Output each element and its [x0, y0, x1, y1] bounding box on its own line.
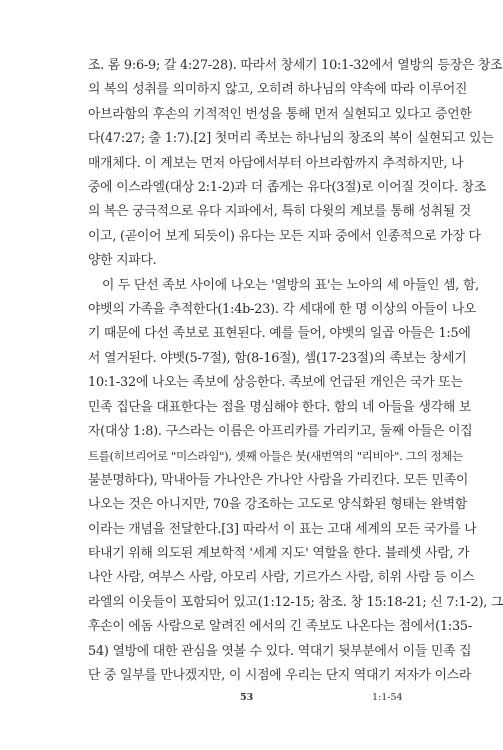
- text-line: 불분명하다), 막내아들 가나안은 가나안 사람을 가리킨다. 모든 민족이: [88, 472, 469, 488]
- text-line: 의 복은 궁극적으로 유다 지파에서, 특히 다윗의 계보를 통해 성취될 것: [88, 204, 472, 220]
- chapter-reference: 1:1-54: [372, 692, 403, 704]
- text-line: 민족 집단을 대표한다는 점을 명심해야 한다. 함의 네 아들을 생각해 보: [88, 399, 472, 415]
- text-line: 이고, (곧이어 보게 되듯이) 유다는 모든 지파 중에서 인종적으로 가장 다: [88, 228, 481, 244]
- text-line: 중에 이스라엘(대상 2:1-2)과 더 좁게는 유다(3절)로 이어질 것이다. 창조: [88, 180, 487, 195]
- text-line: 자(대상 1:8). 구스라는 이름은 아프리카를 가리키고, 둘째 아들은 이집: [88, 424, 473, 439]
- text-line: 아브라함의 후손의 기적적인 번성을 통해 먼저 실현되고 있다고 증언한: [88, 106, 472, 122]
- text-line: 나안 사람, 여부스 사람, 아모리 사람, 기르가스 사람, 히위 사람 등 이스: [88, 570, 475, 586]
- text-line: 이라는 개념을 전달한다.[3] 따라서 이 표는 고대 세계의 모든 국가를 나: [88, 521, 477, 537]
- text-line: 라엘의 이웃들이 포함되어 있고(1:12-15; 참조. 창 15:18-21; 신 7:1-2), 그: [88, 594, 503, 610]
- text-line: 기 때문에 다선 족보로 표현된다. 예를 들어, 야벳의 일곱 아들은 1:5에: [88, 326, 471, 342]
- page-number: 53: [240, 692, 254, 704]
- text-line: 의 복의 성취를 의미하지 않고, 오히려 하나님의 약속에 따라 이루어진: [88, 82, 468, 98]
- paragraph-first-line: 이 두 단선 족보 사이에 나오는 '열방의 표'는 노아의 세 아들인 셈, 함,: [102, 277, 479, 293]
- text-line: 야벳의 가족을 추적한다(1:4b-23). 각 세대에 한 명 이상의 아들이 나오: [88, 302, 477, 317]
- text-line: 나오는 것은 아니지만, 70을 강조하는 고도로 양식화된 형태는 완벽함: [88, 497, 468, 513]
- text-line: 후손이 에돔 사람으로 알려진 에서의 긴 족보도 나온다는 점에서(1:35-: [88, 619, 473, 635]
- text-line: 54) 열방에 대한 관심을 엿볼 수 있다. 역대기 뒷부분에서 이들 민족 집: [88, 643, 472, 659]
- text-line: 양한 지파다.: [88, 253, 157, 269]
- text-line: 트를(히브리어로 "미스라임"), 셋째 아들은 붓(새번역의 "리비아". 그의 정체는: [88, 449, 463, 464]
- text-line: 다(47:27; 출 1:7).[2] 첫머리 족보는 하나님의 창조의 복이 실현되고 있는: [88, 131, 494, 147]
- text-line: 매개체다. 이 계보는 먼저 아담에서부터 아브라함까지 추적하지만, 나: [88, 155, 464, 171]
- text-line: 서 열거된다. 야벳(5-7절), 함(8-16절), 셈(17-23절)의 족보는 창세기: [88, 350, 467, 366]
- text-line: 조. 롬 9:6-9; 갈 4:27-28). 따라서 창세기 10:1-32에서 열방의 등장은 창조: [88, 58, 503, 73]
- text-line: 단 중 일부를 만나겠지만, 이 시점에 우리는 단지 역대기 저자가 이스라: [88, 668, 472, 683]
- text-line: 10:1-32에 나오는 족보에 상응한다. 족보에 언급된 개인은 국가 또는: [88, 375, 463, 391]
- text-line: 타내기 위해 의도된 계보학적 '세계 지도' 역할을 한다. 블레셋 사람, 가: [88, 546, 470, 561]
